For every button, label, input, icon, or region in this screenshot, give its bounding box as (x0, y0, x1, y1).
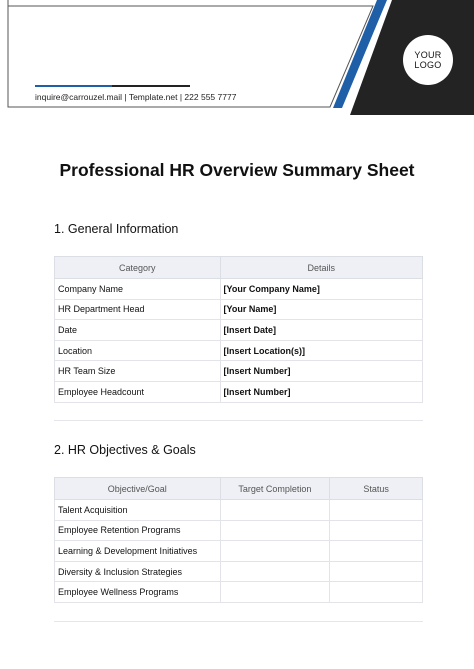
target-cell[interactable] (220, 561, 330, 582)
status-cell[interactable] (330, 582, 423, 603)
section-divider (54, 621, 423, 622)
table-row (55, 299, 423, 320)
details-cell[interactable]: [Insert Location(s)] (220, 340, 422, 361)
details-cell[interactable]: [Insert Number] (220, 381, 422, 402)
goal-cell: Talent Acquisition (55, 500, 221, 521)
goal-cell: Employee Wellness Programs (55, 582, 221, 603)
category-cell: Employee Headcount (55, 381, 221, 402)
status-cell[interactable] (330, 541, 423, 562)
column-header-category: Category (55, 257, 221, 279)
general-info-table (54, 256, 423, 403)
target-cell[interactable] (220, 541, 330, 562)
details-cell[interactable]: [Insert Number] (220, 361, 422, 382)
column-header-status: Status (330, 478, 423, 500)
status-cell[interactable] (330, 561, 423, 582)
table-row (55, 320, 423, 341)
status-cell[interactable] (330, 520, 423, 541)
objectives-table (54, 477, 423, 603)
category-cell: Location (55, 340, 221, 361)
table-header-row (55, 478, 423, 500)
company-logo (403, 35, 453, 85)
details-cell[interactable]: [Insert Date] (220, 320, 422, 341)
category-cell: HR Department Head (55, 299, 221, 320)
table-row (55, 381, 423, 402)
table-row (55, 340, 423, 361)
contact-info: inquire@carrouzel.mail | Template.net | 222 555 7777 (35, 92, 237, 102)
category-cell: Date (55, 320, 221, 341)
column-header-goal: Objective/Goal (55, 478, 221, 500)
table-row (55, 279, 423, 300)
goal-cell: Learning & Development Initiatives (55, 541, 221, 562)
table-row (55, 500, 423, 521)
goal-cell: Diversity & Inclusion Strategies (55, 561, 221, 582)
category-cell: Company Name (55, 279, 221, 300)
logo-text-line2: LOGO (414, 60, 442, 70)
page-title: Professional HR Overview Summary Sheet (59, 160, 415, 180)
details-cell[interactable]: [Your Company Name] (220, 279, 422, 300)
table-row (55, 361, 423, 382)
goal-cell: Employee Retention Programs (55, 520, 221, 541)
section-heading-general: 1. General Information (54, 222, 179, 236)
section-heading-objectives: 2. HR Objectives & Goals (54, 443, 196, 457)
details-cell[interactable]: [Your Name] (220, 299, 422, 320)
section-divider (54, 420, 423, 421)
table-row (55, 561, 423, 582)
category-cell: HR Team Size (55, 361, 221, 382)
table-row (55, 520, 423, 541)
header-frame-line (8, 0, 373, 107)
table-row (55, 541, 423, 562)
table-row (55, 582, 423, 603)
target-cell[interactable] (220, 582, 330, 603)
status-cell[interactable] (330, 500, 423, 521)
logo-text-line1: YOUR (414, 50, 442, 60)
column-header-details: Details (220, 257, 422, 279)
target-cell[interactable] (220, 520, 330, 541)
column-header-target: Target Completion (220, 478, 330, 500)
target-cell[interactable] (220, 500, 330, 521)
table-header-row (55, 257, 423, 279)
